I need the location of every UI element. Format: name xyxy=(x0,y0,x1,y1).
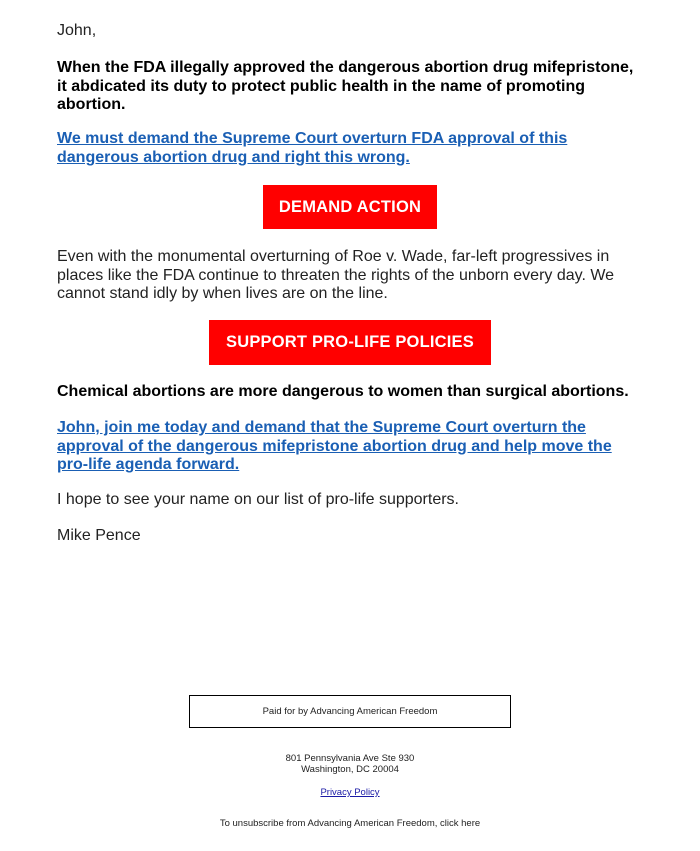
claim-paragraph: Chemical abortions are more dangerous to women than surgical abortions. xyxy=(57,383,629,400)
join-link-paragraph xyxy=(57,419,647,475)
privacy-row xyxy=(0,787,700,798)
privacy-policy-link[interactable]: Privacy Policy xyxy=(320,787,380,798)
demand-overturn-link[interactable]: We must demand the Supreme Court overturn FDA approval of this dangerous abortion drug and right this wrong. xyxy=(57,130,568,166)
paid-for-disclaimer: Paid for by Advancing American Freedom xyxy=(189,695,511,728)
address-line-2: Washington, DC 20004 xyxy=(301,764,399,775)
roe-paragraph: Even with the monumental overturning of Roe v. Wade, far-left progressives in places like the FDA continue to threaten the rights of the unborn every day. We cannot stand idly by when lives are on the line. xyxy=(57,248,615,302)
demand-link-paragraph xyxy=(57,130,647,167)
join-demand-link[interactable]: John, join me today and demand that the Supreme Court overturn the approval of the dangerous mifepristone abortion drug and help move the pro-life agenda forward. xyxy=(57,419,612,473)
demand-action-button[interactable]: DEMAND ACTION xyxy=(263,185,437,229)
support-button-row xyxy=(57,320,643,365)
support-pro-life-button[interactable]: SUPPORT PRO-LIFE POLICIES xyxy=(209,320,491,365)
mailing-address xyxy=(0,753,700,775)
address-line-1: 801 Pennsylvania Ave Ste 930 xyxy=(285,753,415,764)
hope-paragraph: I hope to see your name on our list of pro-life supporters. xyxy=(57,491,459,508)
demand-action-button-row xyxy=(57,185,643,229)
unsubscribe-text[interactable]: To unsubscribe from Advancing American Freedom, click here xyxy=(219,818,481,829)
signature: Mike Pence xyxy=(57,527,141,544)
greeting: John, xyxy=(57,22,97,39)
lead-paragraph: When the FDA illegally approved the dangerous abortion drug mifepristone, it abdicated its duty to protect public health in the name of promoting abortion. xyxy=(57,59,634,113)
